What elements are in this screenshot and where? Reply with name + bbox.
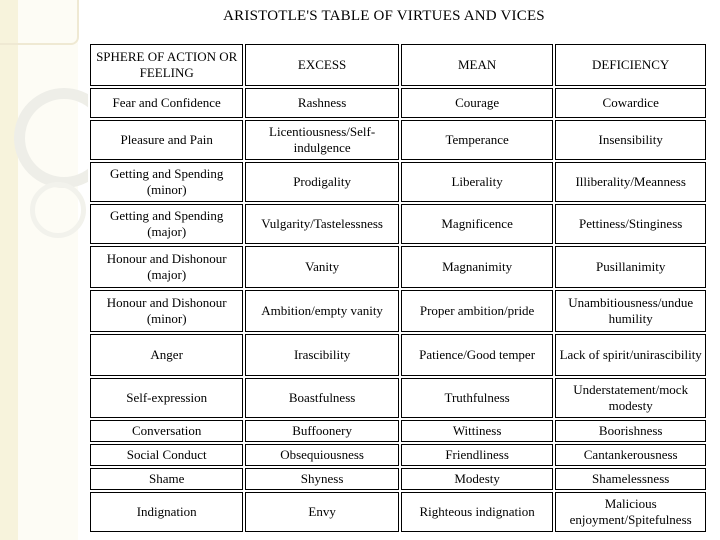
- cell-mean: Liberality: [401, 162, 554, 202]
- cell-excess: Licentiousness/Self-indulgence: [245, 120, 398, 160]
- cell-mean: Courage: [401, 88, 554, 118]
- cell-sphere: Anger: [90, 334, 243, 376]
- cell-mean: Temperance: [401, 120, 554, 160]
- cell-mean: Patience/Good temper: [401, 334, 554, 376]
- table-row: [90, 204, 706, 244]
- cell-mean: Truthfulness: [401, 378, 554, 418]
- slide-decoration-strip: [0, 0, 18, 540]
- cell-excess: Prodigality: [245, 162, 398, 202]
- cell-excess: Obsequiousness: [245, 444, 398, 466]
- table-header-row: [90, 44, 706, 86]
- cell-deficiency: Shamelessness: [555, 468, 706, 490]
- table-row: [90, 420, 706, 442]
- table-row: [90, 162, 706, 202]
- cell-excess: Vulgarity/Tastelessness: [245, 204, 398, 244]
- header-cell-deficiency: DEFICIENCY: [555, 44, 706, 86]
- cell-excess: Envy: [245, 492, 398, 532]
- cell-mean: Magnificence: [401, 204, 554, 244]
- header-cell-mean: MEAN: [401, 44, 554, 86]
- table-row: [90, 120, 706, 160]
- cell-sphere: Shame: [90, 468, 243, 490]
- cell-mean: Wittiness: [401, 420, 554, 442]
- cell-deficiency: Pettiness/Stinginess: [555, 204, 706, 244]
- slide-decoration-frame: [0, 0, 79, 45]
- cell-sphere: Honour and Dishonour (major): [90, 246, 243, 288]
- table-row: [90, 378, 706, 418]
- header-cell-excess: EXCESS: [245, 44, 398, 86]
- cell-deficiency: Boorishness: [555, 420, 706, 442]
- cell-deficiency: Unambitiousness/undue humility: [555, 290, 706, 332]
- cell-mean: Modesty: [401, 468, 554, 490]
- virtues-table: [88, 42, 708, 534]
- table-row: [90, 290, 706, 332]
- cell-sphere: Fear and Confidence: [90, 88, 243, 118]
- table-row: [90, 246, 706, 288]
- cell-deficiency: Malicious enjoyment/Spitefulness: [555, 492, 706, 532]
- cell-excess: Rashness: [245, 88, 398, 118]
- cell-sphere: Honour and Dishonour (minor): [90, 290, 243, 332]
- page-title: ARISTOTLE'S TABLE OF VIRTUES AND VICES: [223, 8, 545, 24]
- table-row: [90, 88, 706, 118]
- cell-mean: Righteous indignation: [401, 492, 554, 532]
- cell-sphere: Pleasure and Pain: [90, 120, 243, 160]
- cell-deficiency: Insensibility: [555, 120, 706, 160]
- cell-excess: Irascibility: [245, 334, 398, 376]
- cell-deficiency: Lack of spirit/unirascibility: [555, 334, 706, 376]
- cell-sphere: Social Conduct: [90, 444, 243, 466]
- cell-sphere: Getting and Spending (minor): [90, 162, 243, 202]
- cell-excess: Buffoonery: [245, 420, 398, 442]
- table-row: [90, 492, 706, 532]
- cell-deficiency: Illiberality/Meanness: [555, 162, 706, 202]
- cell-deficiency: Cowardice: [555, 88, 706, 118]
- cell-sphere: Self-expression: [90, 378, 243, 418]
- cell-deficiency: Cantankerousness: [555, 444, 706, 466]
- header-cell-sphere: SPHERE OF ACTION OR FEELING: [90, 44, 243, 86]
- cell-excess: Boastfulness: [245, 378, 398, 418]
- cell-sphere: Getting and Spending (major): [90, 204, 243, 244]
- cell-excess: Ambition/empty vanity: [245, 290, 398, 332]
- cell-excess: Shyness: [245, 468, 398, 490]
- table-row: [90, 444, 706, 466]
- table-row: [90, 334, 706, 376]
- cell-deficiency: Pusillanimity: [555, 246, 706, 288]
- table-row: [90, 468, 706, 490]
- cell-sphere: Conversation: [90, 420, 243, 442]
- cell-excess: Vanity: [245, 246, 398, 288]
- cell-mean: Friendliness: [401, 444, 554, 466]
- cell-mean: Magnanimity: [401, 246, 554, 288]
- cell-deficiency: Understatement/mock modesty: [555, 378, 706, 418]
- cell-sphere: Indignation: [90, 492, 243, 532]
- cell-mean: Proper ambition/pride: [401, 290, 554, 332]
- slide-decoration-ring-small: [30, 182, 86, 238]
